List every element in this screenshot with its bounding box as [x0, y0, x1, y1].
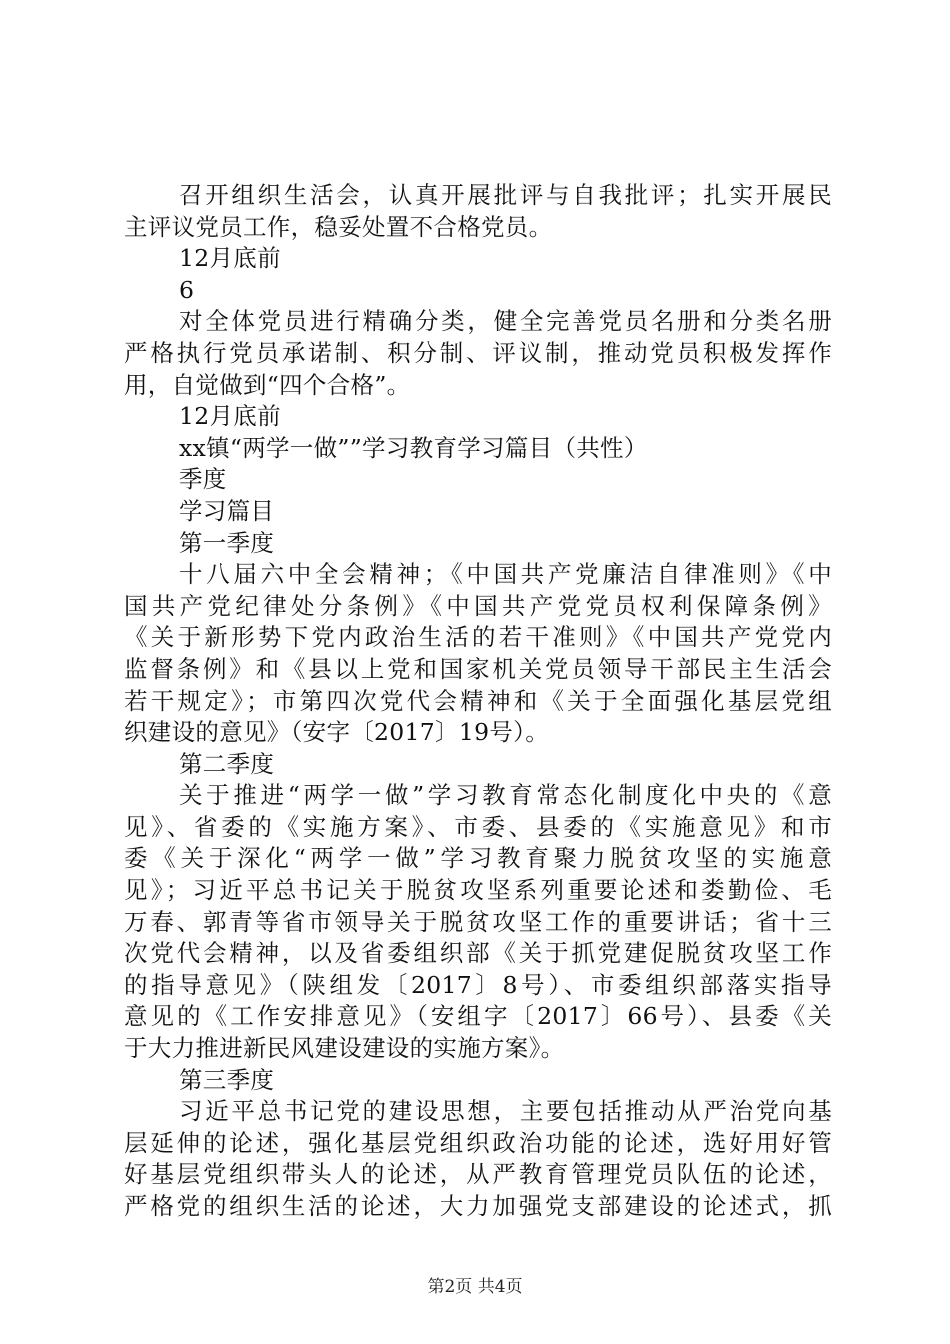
text-line: 《关于新形势下党内政治生活的若干准则》《中国共产党党内	[124, 623, 832, 652]
text-line: 12月底前	[179, 244, 281, 273]
text-line: 于大力推进新民风建设建设的实施方案》。	[124, 1034, 565, 1063]
text-line: 意见的《工作安排意见》（安组字〔2017〕66号）、县委《关	[124, 1002, 832, 1031]
text-line: 次党代会精神，以及省委组织部《关于抓党建促脱贫攻坚工作	[124, 939, 832, 968]
text-line: 监督条例》和《县以上党和国家机关党员领导干部民主生活会	[124, 654, 832, 683]
text-line: 层延伸的论述，强化基层党组织政治功能的论述，选好用好管	[124, 1128, 832, 1157]
text-line: 习近平总书记党的建设思想，主要包括推动从严治党向基	[179, 1097, 832, 1126]
text-line: 万春、郭青等省市领导关于脱贫攻坚工作的重要讲话；省十三	[124, 907, 832, 936]
text-line: 关于推进“两学一做”学习教育常态化制度化中央的《意	[179, 781, 832, 810]
text-line: 严格党的组织生活的论述，大力加强党支部建设的论述式，抓	[124, 1192, 832, 1220]
text-line: 6	[179, 275, 195, 304]
page-footer: 第2页 共4页	[427, 1277, 523, 1297]
text-line: xx镇“两学一做””学习教育学习篇目（共性）	[179, 433, 648, 462]
text-line: 见》、省委的《实施方案》、市委、县委的《实施意见》和市	[124, 812, 832, 841]
text-line: 若干规定》；市第四次党代会精神和《关于全面强化基层党组	[124, 686, 832, 715]
text-line: 织建设的意见》（安字〔2017〕19号）。	[124, 718, 550, 747]
text-line: 对全体党员进行精确分类，健全完善党员名册和分类名册	[179, 307, 832, 336]
text-line: 严格执行党员承诺制、积分制、评议制，推动党员积极发挥作	[124, 338, 832, 367]
text-line: 学习篇目	[179, 496, 275, 525]
text-line: 委《关于深化“两学一做”学习教育聚力脱贫攻坚的实施意	[124, 844, 832, 873]
text-line: 好基层党组织带头人的论述，从严教育管理党员队伍的论述，	[124, 1160, 832, 1189]
document-body	[124, 180, 832, 1223]
text-line: 主评议党员工作，稳妥处置不合格党员。	[124, 212, 553, 241]
text-line: 见》；习近平总书记关于脱贫攻坚系列重要论述和娄勤俭、毛	[124, 876, 832, 905]
text-line: 12月底前	[179, 402, 281, 431]
text-line: 召开组织生活会，认真开展批评与自我批评；扎实开展民	[179, 181, 832, 209]
text-line: 第二季度	[179, 749, 275, 778]
text-line: 用，自觉做到“四个合格”。	[124, 370, 411, 399]
text-line: 的指导意见》（陕组发〔2017〕8号）、市委组织部落实指导	[124, 970, 832, 999]
text-line: 季度	[179, 465, 227, 494]
text-line: 第一季度	[179, 528, 275, 557]
text-line: 十八届六中全会精神；《中国共产党廉洁自律准则》《中	[179, 560, 832, 589]
text-line: 第三季度	[179, 1065, 275, 1094]
text-line: 国共产党纪律处分条例》《中国共产党党员权利保障条例》	[124, 591, 832, 620]
